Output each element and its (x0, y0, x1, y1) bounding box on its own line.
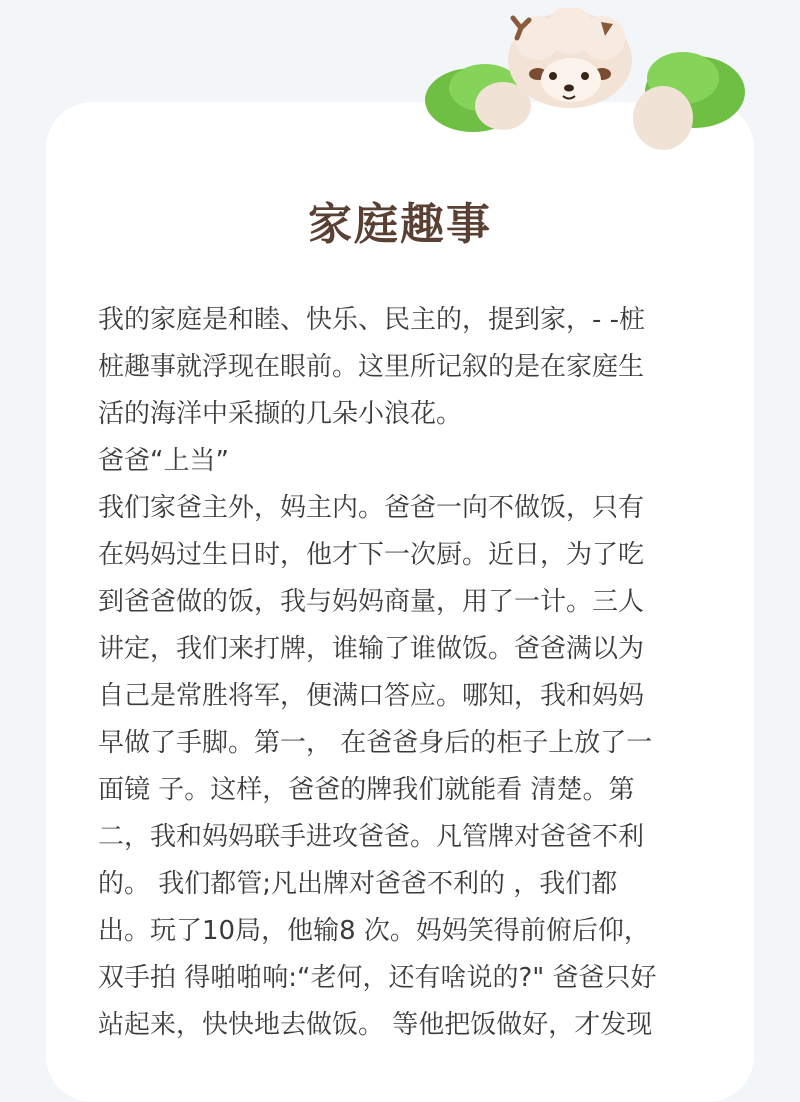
body-line: 讲定，我们来打牌，谁输了谁做饭。爸爸满以为 (98, 634, 645, 664)
body-line: 我的家庭是和睦、快乐、民主的，提到家，- -桩 (98, 305, 646, 335)
article-body (98, 297, 702, 1049)
body-line: 桩趣事就浮现在眼前。这里所记叙的是在家庭生 (98, 352, 645, 382)
body-line: 双手拍 得啪啪响:“老何，还有啥说的?" 爸爸只好 (98, 963, 657, 993)
body-line: 早做了手脚。第一， 在爸爸身后的柜子上放了一 (98, 728, 653, 758)
body-line: 站起来，快快地去做饭。 等他把饭做好，才发现 (98, 1010, 653, 1040)
body-line: 面镜 子。这样，爸爸的牌我们就能看 清楚。第 (98, 775, 635, 805)
body-line: 活的海洋中采撷的几朵小浪花。 (98, 399, 463, 429)
body-line: 出。玩了10局，他输8 次。妈妈笑得前俯后仰， (98, 916, 650, 946)
section-heading: 爸爸“上当” (98, 446, 229, 476)
sheep-mascot-icon (425, 8, 747, 158)
page-title: 家庭趣事 (308, 199, 492, 250)
body-line: 的。 我们都管;凡出牌对爸爸不利的 ，我们都 (98, 869, 618, 899)
body-line: 二，我和妈妈联手进攻爸爸。凡管牌对爸爸不利 (98, 822, 645, 852)
body-line: 我们家爸主外，妈主内。爸爸一向不做饭，只有 (98, 493, 645, 523)
body-line: 自己是常胜将军，便满口答应。哪知，我和妈妈 (98, 681, 645, 711)
body-line: 到爸爸做的饭，我与妈妈商量，用了一计。三人 (98, 587, 645, 617)
body-line: 在妈妈过生日时，他才下一次厨。近日，为了吃 (98, 540, 645, 570)
